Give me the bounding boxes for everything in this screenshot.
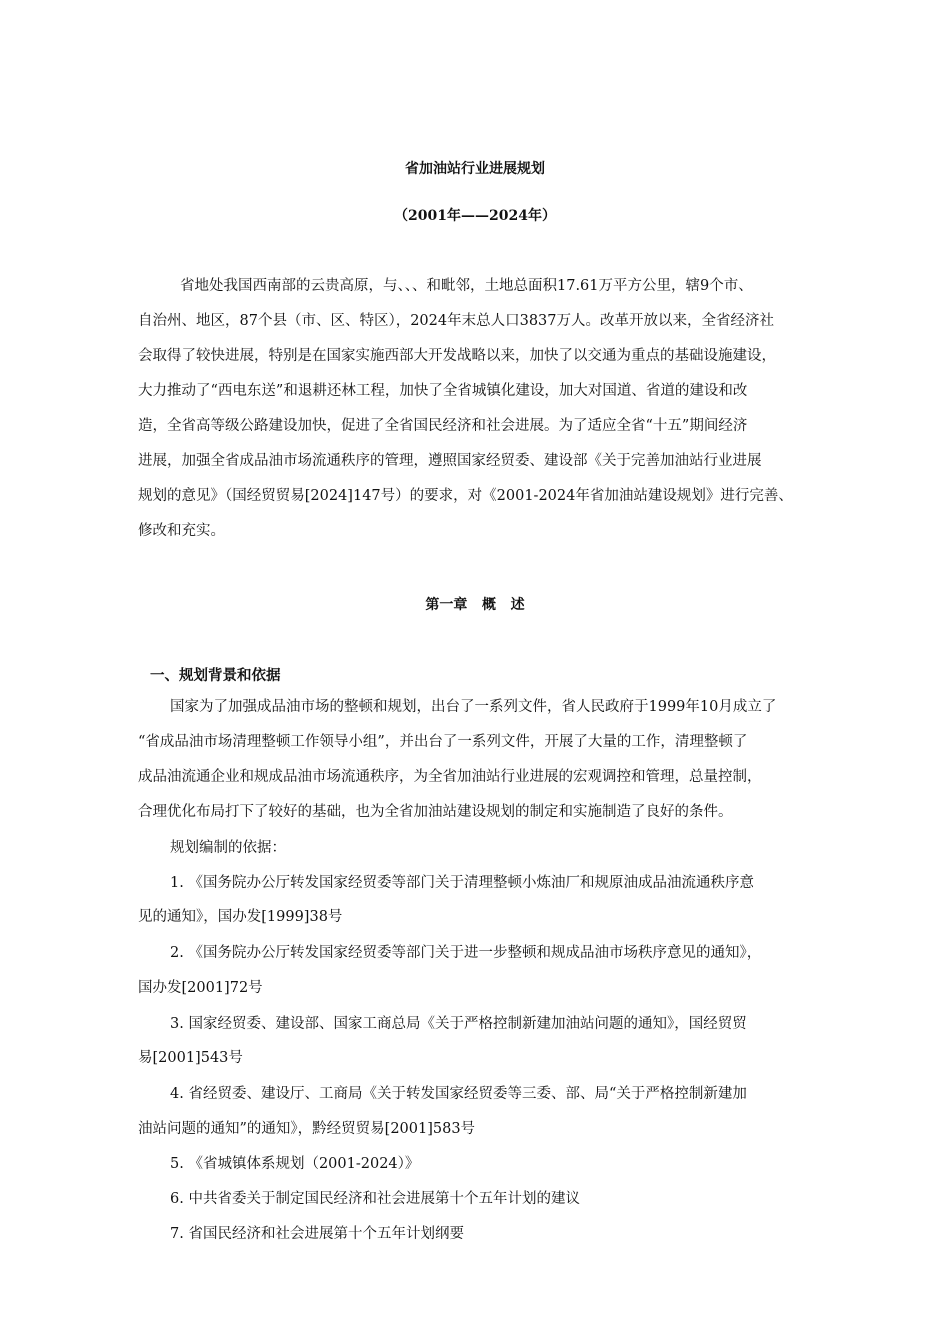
list-item-line: 6. 中共省委关于制定国民经济和社会进展第十个五年计划的建议 bbox=[170, 1191, 580, 1207]
paragraph-line: 大力推动了“西电东送”和退耕还林工程，加快了全省城镇化建设，加大对国道、省道的建设和改 bbox=[138, 383, 748, 399]
paragraph-line: 进展，加强全省成品油市场流通秩序的管理，遵照国家经贸委、建设部《关于完善加油站行业进展 bbox=[138, 453, 762, 469]
paragraph-line: 合理优化布局打下了较好的基础，也为全省加油站建设规划的制定和实施制造了良好的条件。 bbox=[138, 804, 733, 820]
paragraph-line: “省成品油市场清理整顿工作领导小组”，并出台了一系列文件，开展了大量的工作，清理整顿了 bbox=[138, 734, 748, 750]
list-item-line: 5. 《省城镇体系规划（2001-2024）》 bbox=[170, 1156, 420, 1172]
paragraph-line: 修改和充实。 bbox=[138, 523, 225, 539]
paragraph-line: 自治州、地区，87个县（市、区、特区），2024年末总人口3837万人。改革开放以来，全省经济社 bbox=[138, 313, 774, 329]
list-item-line: 1. 《国务院办公厅转发国家经贸委等部门关于清理整顿小炼油厂和规原油成品油流通秩序意 bbox=[170, 875, 754, 891]
list-item-line: 4. 省经贸委、建设厅、工商局《关于转发国家经贸委等三委、部、局“关于严格控制新建加 bbox=[170, 1086, 747, 1102]
paragraph-line: 成品油流通企业和规成品油市场流通秩序，为全省加油站行业进展的宏观调控和管理，总量控制， bbox=[138, 769, 762, 785]
document-subtitle: （2001年——2024年） bbox=[394, 208, 556, 224]
paragraph-line: 规划的意见》（国经贸贸易[2024]147号）的要求，对《2001-2024年省加油站建设规划》进行完善、 bbox=[138, 488, 793, 504]
list-item-line: 3. 国家经贸委、建设部、国家工商总局《关于严格控制新建加油站问题的通知》，国经贸贸 bbox=[170, 1016, 747, 1032]
list-item-line: 2. 《国务院办公厅转发国家经贸委等部门关于进一步整顿和规成品油市场秩序意见的通知》， bbox=[170, 945, 762, 961]
document-title: 省加油站行业进展规划 bbox=[405, 161, 545, 177]
basis-intro: 规划编制的依据： bbox=[170, 840, 286, 856]
list-item-line: 国办发[2001]72号 bbox=[138, 980, 263, 996]
list-item-line: 易[2001]543号 bbox=[138, 1050, 243, 1066]
list-item-line: 7. 省国民经济和社会进展第十个五年计划纲要 bbox=[170, 1226, 464, 1242]
paragraph-line: 造，全省高等级公路建设加快，促进了全省国民经济和社会进展。为了适应全省“十五”期间经济 bbox=[138, 418, 748, 434]
paragraph-line: 会取得了较快进展，特别是在国家实施西部大开发战略以来，加快了以交通为重点的基础设施建设， bbox=[138, 348, 776, 364]
list-item-line: 油站问题的通知”的通知》，黔经贸贸易[2001]583号 bbox=[138, 1121, 476, 1137]
paragraph-line: 国家为了加强成品油市场的整顿和规划，出台了一系列文件，省人民政府于1999年10月成立了 bbox=[170, 699, 777, 715]
list-item-line: 见的通知》，国办发[1999]38号 bbox=[138, 909, 343, 925]
paragraph-line: 省地处我国西南部的云贵高原，与、、、和毗邻，土地总面积17.61万平方公里，辖9个市、 bbox=[180, 278, 753, 294]
chapter-title: 第一章 概 述 bbox=[425, 597, 525, 613]
section-heading: 一、规划背景和依据 bbox=[150, 667, 281, 684]
